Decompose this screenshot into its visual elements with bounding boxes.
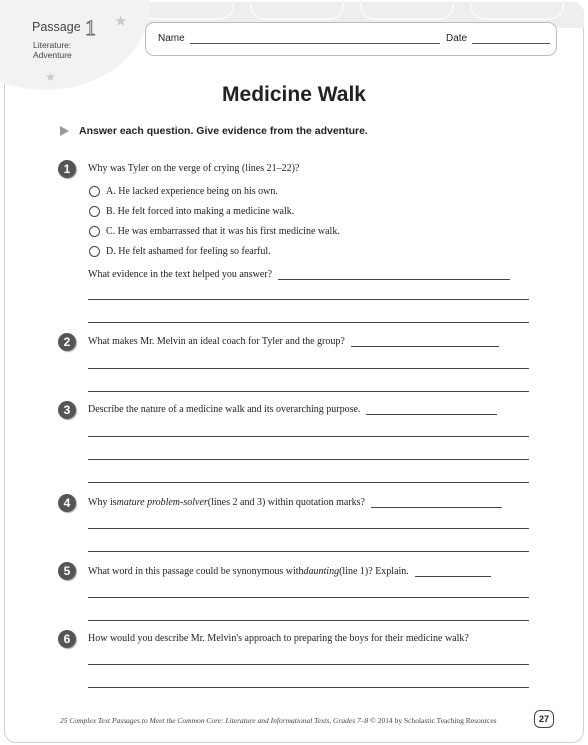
option-1a[interactable]	[89, 186, 278, 197]
answer-line[interactable]	[88, 620, 529, 621]
question-number-3: 3	[58, 401, 76, 419]
answer-line[interactable]	[88, 322, 529, 323]
date-label: Date	[446, 33, 468, 44]
question-number-6: 6	[58, 630, 76, 648]
option-1a-label: A. He lacked experience being on his own.	[106, 186, 278, 197]
name-field[interactable]	[158, 32, 440, 44]
question-4-prompt-start: Why is	[88, 497, 117, 508]
answer-line[interactable]	[88, 299, 529, 300]
answer-line[interactable]	[88, 551, 529, 552]
question-1-text	[88, 163, 299, 174]
radio-button[interactable]	[89, 186, 100, 197]
footer-book-title: 25 Complex Text Passages to Meet the Common Core: Literature and Informational Texts, Grades 7–8	[60, 716, 369, 725]
instruction	[60, 125, 368, 137]
page-number: 27	[534, 710, 554, 728]
instruction-text: Answer each question. Give evidence from the adventure.	[79, 125, 368, 137]
question-5-text	[88, 566, 491, 577]
answer-line[interactable]	[371, 497, 502, 508]
star-icon: ★	[45, 70, 56, 84]
option-1c[interactable]	[89, 226, 340, 237]
question-2-prompt: What makes Mr. Melvin an ideal coach for Tyler and the group?	[88, 336, 345, 347]
arrow-icon	[60, 126, 69, 136]
footer-credit	[60, 716, 497, 725]
genre-line-1: Literature:	[33, 40, 72, 50]
date-line[interactable]	[472, 32, 550, 44]
question-number-2: 2	[58, 333, 76, 351]
name-label: Name	[158, 33, 185, 44]
answer-line[interactable]	[88, 459, 529, 460]
question-6-prompt: How would you describe Mr. Melvin's approach to preparing the boys for their medicine walk?	[88, 633, 469, 644]
question-4-quoted-term: mature problem-solver	[116, 497, 208, 508]
answer-line[interactable]	[88, 436, 529, 437]
option-1c-label: C. He was embarrassed that it was his first medicine walk.	[106, 226, 340, 237]
question-1-prompt: Why was Tyler on the verge of crying (lines 21–22)?	[88, 163, 300, 174]
passage-number: 1	[85, 15, 96, 40]
question-5-prompt-end: (line 1)? Explain.	[339, 566, 409, 577]
answer-line[interactable]	[278, 269, 510, 280]
answer-line[interactable]	[88, 687, 529, 688]
question-1-followup	[88, 269, 510, 280]
answer-line[interactable]	[88, 368, 529, 369]
option-1b-label: B. He felt forced into making a medicine walk.	[106, 206, 295, 217]
option-1d[interactable]	[89, 246, 271, 257]
answer-line[interactable]	[88, 482, 529, 483]
option-1d-label: D. He felt ashamed for feeling so fearful.	[106, 246, 271, 257]
question-2-text	[88, 336, 499, 347]
question-4-text	[88, 497, 502, 508]
question-number-4: 4	[58, 494, 76, 512]
question-number-1: 1	[58, 160, 76, 178]
genre-label	[33, 40, 72, 60]
star-icon: ★	[114, 12, 128, 30]
page-title: Medicine Walk	[222, 83, 366, 106]
answer-line[interactable]	[351, 336, 499, 347]
name-date-box	[145, 22, 557, 56]
answer-line[interactable]	[415, 566, 491, 577]
answer-line[interactable]	[88, 391, 529, 392]
name-line[interactable]	[190, 32, 440, 44]
answer-line[interactable]	[88, 597, 529, 598]
question-3-prompt: Describe the nature of a medicine walk and its overarching purpose.	[88, 404, 361, 415]
option-1b[interactable]	[89, 206, 294, 217]
footer-copyright: © 2014 by Scholastic Teaching Resources	[370, 716, 497, 725]
answer-line[interactable]	[88, 528, 529, 529]
question-4-prompt-end: (lines 2 and 3) within quotation marks?	[207, 497, 365, 508]
radio-button[interactable]	[89, 246, 100, 257]
page-frame	[4, 2, 584, 743]
question-6-text	[88, 633, 469, 644]
followup-prompt: What evidence in the text helped you answer?	[88, 269, 273, 280]
passage-label: Passage	[32, 20, 81, 34]
answer-line[interactable]	[88, 664, 529, 665]
radio-button[interactable]	[89, 226, 100, 237]
genre-line-2: Adventure	[33, 50, 72, 60]
answer-line[interactable]	[366, 404, 497, 415]
question-5-key-word: daunting	[303, 566, 340, 577]
question-5-prompt-start: What word in this passage could be synonymous with	[88, 566, 304, 577]
question-3-text	[88, 404, 497, 415]
date-field[interactable]	[446, 32, 550, 44]
question-number-5: 5	[58, 562, 76, 580]
radio-button[interactable]	[89, 206, 100, 217]
